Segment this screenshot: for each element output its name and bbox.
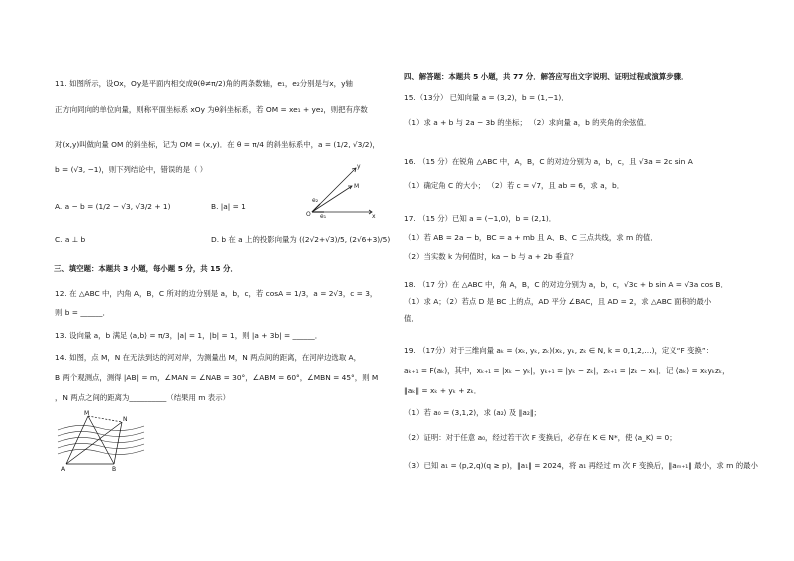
label-n: N	[123, 416, 128, 423]
q15-line-1: 15.（13分） 已知向量 a = (3,2)，b = (1,−1)．	[404, 93, 569, 102]
q17-line-2: （1）若 AB = 2a − b，BC = a + mb 且 A、B、C 三点共线，求 m 的值．	[404, 233, 658, 242]
section-4-heading: 四、解答题：本题共 5 小题，共 77 分．解答应写出文字说明、证明过程或演算步骤．	[404, 72, 689, 81]
q14-line-1: 14. 如图，点 M，N 在无法到达的河对岸，为测量出 M，N 两点间的距离，在河岸边选取 A，	[55, 353, 362, 362]
label-x: x	[372, 213, 376, 220]
q19-line-5: （2）证明：对于任意 a₀，经过若干次 F 变换后，必存在 K ∈ N*，使 ⟨a_K⟩ = 0；	[404, 433, 677, 442]
q16-line-1: 16. （15 分）在锐角 △ABC 中，A，B，C 的对边分别为 a，b，c，且 √3a = 2c sin A	[404, 157, 693, 166]
q18-line-1: 18. （17 分）在 △ABC 中，角 A，B，C 的对边分别为 a，b，c，√3c + b sin A = √3a cos B．	[404, 280, 728, 289]
label-e2: e₂	[312, 197, 319, 204]
q19-line-6: （3）已知 a₁ = (p,2,q)(q ≥ p)，‖a₁‖ = 2024，将 a₁ 再经过 m 次 F 变换后，‖aₘ₊₁‖ 最小，求 m 的最小	[404, 461, 758, 470]
segment-an	[66, 422, 122, 464]
q11-line-2: 正方向同向的单位向量，则称平面坐标系 xOy 为θ斜坐标系，若 OM = xe₁ + ye₂，则把有序数	[55, 105, 368, 114]
q18-line-2: （1）求 A；（2）若点 D 是 BC 上的点，AD 平分 ∠BAC，且 AD = 2，求 △ABC 面积的最小	[404, 297, 712, 306]
label-y: y	[357, 163, 361, 170]
segment-mn	[88, 416, 122, 422]
q11-line-4: b = (√3, −1)，则下列结论中，错误的是（ ）	[55, 165, 208, 174]
q11-option-d: D. b 在 a 上的投影向量为 ((2√2+√3)/5, (2√6+3)/5)	[211, 235, 391, 244]
q19-line-1: 19. （17分）对于三维向量 aₖ = (xₖ, yₖ, zₖ)(xₖ, yₖ, zₖ ∈ N, k = 0,1,2,…)，定义“F 变换”：	[404, 346, 714, 355]
q19-line-4: （1）若 a₀ = (3,1,2)，求 ⟨a₂⟩ 及 ‖a₂‖；	[404, 408, 541, 417]
q15-line-2: （1）求 a + b 与 2a − 3b 的坐标； （2）求向量 a，b 的夹角的余弦值．	[404, 118, 652, 127]
segment-am	[66, 416, 88, 464]
q11-figure	[300, 160, 380, 220]
q17-line-1: 17. （15 分）已知 a = (−1,0)，b = (2,1)．	[404, 214, 557, 223]
label-e1: e₁	[320, 213, 327, 220]
q19-line-2: aₖ₊₁ = F(aₖ)，其中，xₖ₊₁ = |xₖ − yₖ|，yₖ₊₁ = |yₖ − zₖ|，zₖ₊₁ = |zₖ − xₖ|．记 ⟨aₖ⟩ = xₖyₖzₖ，	[404, 366, 730, 375]
label-a: A	[61, 466, 66, 472]
river-wave-3	[58, 443, 144, 448]
river-bank-far	[58, 425, 144, 430]
q14-figure	[56, 408, 146, 472]
segment-bn	[114, 422, 122, 464]
q11-option-b: B. |a| = 1	[211, 202, 246, 211]
label-b: B	[112, 466, 117, 472]
q12-line-1: 12. 在 △ABC 中，内角 A，B，C 所对的边分别是 a，b，c，若 cosA = 1/3，a = 2√3，c = 3，	[55, 289, 378, 298]
q12-line-2: 则 b = ______．	[55, 308, 110, 317]
section-3-heading: 三、填空题：本题共 3 小题，每小题 5 分，共 15 分．	[54, 264, 238, 273]
q14-line-2: B 两个观测点，测得 |AB| = m，∠MAN = ∠NAB = 30°，∠ABM = 60°，∠MBN = 45°，则 M	[55, 373, 379, 382]
label-origin: O	[306, 211, 311, 218]
q14-line-3: ，N 两点之间的距离为__________（结果用 m 表示）	[55, 393, 230, 402]
q18-line-3: 值．	[404, 314, 419, 323]
q16-line-2: （1）确定角 C 的大小； （2）若 c = √7，且 ab = 6，求 a，b．	[404, 181, 625, 190]
q11-line-3: 对(x,y)叫做向量 OM 的斜坐标，记为 OM = (x,y)．在 θ = π/4 的斜坐标系中，a = (1/2, √3/2)，	[55, 140, 380, 149]
q19-line-3: ‖aₖ‖ = xₖ + yₖ + zₖ．	[404, 386, 482, 395]
q11-line-1: 11. 如图所示，设Ox，Oy是平面内相交成θ(θ≠π/2)角的两条数轴，e₁，e₂分别是与x，y轴	[55, 79, 353, 88]
q11-option-a: A. a − b = (1/2 − √3, √3/2 + 1)	[55, 202, 171, 211]
q17-line-3: （2）当实数 k 为何值时，ka − b 与 a + 2b 垂直？	[404, 252, 578, 261]
q13-line: 13. 设向量 a，b 满足 ⟨a,b⟩ = π/3，|a| = 1，|b| = 1，则 |a + 3b| = ______．	[55, 331, 323, 340]
segment-bm	[88, 416, 114, 464]
river-wave-1	[58, 431, 144, 436]
q11-option-c: C. a ⊥ b	[55, 235, 86, 244]
label-m: M	[354, 183, 360, 190]
label-m: M	[84, 410, 90, 417]
